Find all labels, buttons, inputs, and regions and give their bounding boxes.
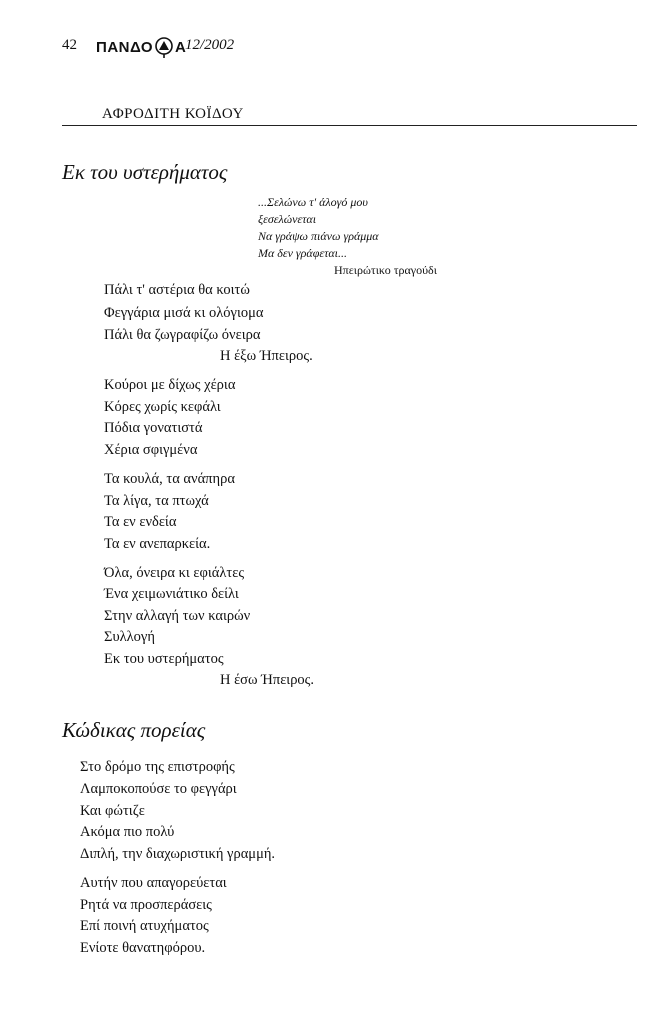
author-name: ΑΦΡΟΔΙΤΗ ΚΟΪΔΟΥ: [102, 106, 244, 122]
poem-line: Η έσω Ήπειρος.: [220, 672, 315, 688]
journal-title-right: Α: [175, 38, 187, 56]
poem-line: Στην αλλαγή των καιρών: [104, 608, 251, 624]
poem-line: Φεγγάρια μισά κι ολόγιομα: [104, 305, 264, 321]
poem-line: Εκ του υστερήματος: [104, 651, 224, 667]
poem-line: Κόρες χωρίς κεφάλι: [104, 399, 221, 415]
header-rule: [62, 125, 637, 126]
poem-line: Πόδια γονατιστά: [104, 420, 203, 436]
epigraph-source: Ηπειρώτικο τραγούδι: [334, 263, 437, 277]
poem-line: Ρητά να προσπεράσεις: [80, 897, 212, 913]
poem-line: Και φώτιζε: [80, 803, 145, 819]
poem-line: Τα εν ανεπαρκεία.: [104, 536, 211, 552]
poem-line: Τα κουλά, τα ανάπηρα: [104, 471, 235, 487]
poem-title: Εκ του υστερήματος: [62, 160, 228, 184]
poem-line: Επί ποινή ατυχήματος: [80, 918, 209, 934]
poem-line: Όλα, όνειρα κι εφιάλτες: [104, 565, 245, 581]
poem-line: Κούροι με δίχως χέρια: [104, 377, 236, 393]
epigraph-line: ξεσελώνεται: [258, 212, 317, 226]
poem-line: Διπλή, την διαχωριστική γραμμή.: [80, 846, 276, 862]
poem-line: Ένα χειμωνιάτικο δείλι: [104, 586, 239, 602]
poem-line: Λαμποκοπούσε το φεγγάρι: [80, 781, 237, 797]
poem-line: Στο δρόμο της επιστροφής: [80, 759, 235, 775]
poem-line: Ενίοτε θανατηφόρου.: [80, 940, 206, 956]
poem-line: Τα εν ενδεία: [104, 514, 177, 530]
journal-logo-icon: [154, 36, 174, 58]
poem-line: Πάλι θα ζωγραφίζω όνειρα: [104, 327, 261, 343]
page-number: 42: [62, 37, 77, 53]
epigraph-line: Να γράψω πιάνω γράμμα: [258, 229, 379, 243]
poem-title: Κώδικας πορείας: [62, 718, 206, 742]
epigraph-line: Μα δεν γράφεται...: [258, 246, 348, 260]
epigraph-line: ...Σελώνω τ' άλογό μου: [258, 195, 368, 209]
poem-line: Χέρια σφιγμένα: [104, 442, 198, 458]
issue-date: 12/2002: [185, 37, 235, 53]
poem-line: Τα λίγα, τα πτωχά: [104, 493, 209, 509]
poem-line: Συλλογή: [104, 629, 155, 645]
poem-line: Πάλι τ' αστέρια θα κοιτώ: [104, 282, 250, 298]
poem-line: Ακόμα πιο πολύ: [80, 824, 175, 840]
journal-title: [96, 36, 186, 58]
journal-title-left: ΠΑΝΔΟ: [96, 38, 154, 56]
poem-line: Αυτήν που απαγορεύεται: [80, 875, 227, 891]
poem-line: Η έξω Ήπειρος.: [220, 348, 313, 364]
